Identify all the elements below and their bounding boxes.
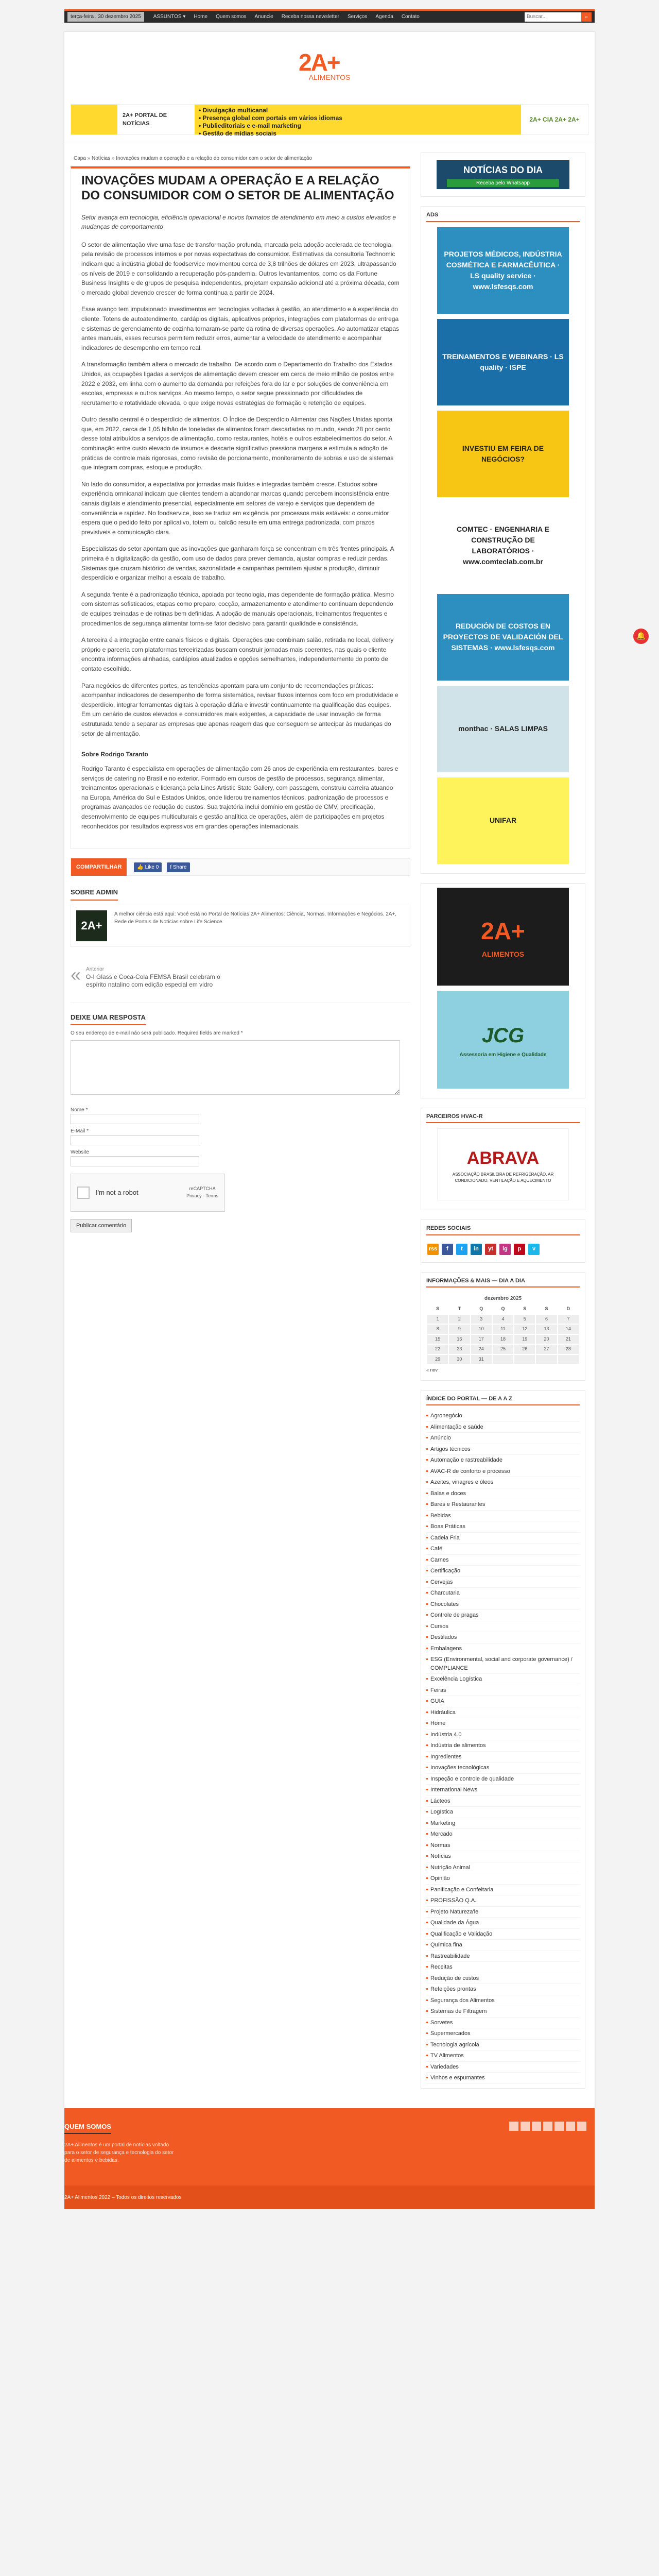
calendar-day[interactable]: 31 xyxy=(471,1354,492,1365)
footer-facebook-icon[interactable] xyxy=(521,2122,530,2131)
category-link[interactable]: Notícias xyxy=(426,1851,580,1862)
content-area xyxy=(64,144,595,2108)
email-label: E-Mail * xyxy=(71,1128,89,1134)
category-link[interactable]: Inspeção e controle de qualidade xyxy=(426,1774,580,1785)
top-menu-item[interactable]: Agenda xyxy=(375,14,393,20)
calendar-week xyxy=(427,1344,579,1354)
sidebar-ad[interactable] xyxy=(437,686,569,772)
top-menu-item[interactable]: Quem somos xyxy=(216,14,247,20)
calendar-day[interactable]: 21 xyxy=(558,1334,579,1345)
website-label: Website xyxy=(71,1149,89,1155)
category-link[interactable]: Hidráulica xyxy=(426,1707,580,1719)
calendar-day[interactable]: 7 xyxy=(558,1314,579,1325)
calendar-day[interactable]: 11 xyxy=(492,1324,514,1334)
share-button[interactable]: f Share xyxy=(167,862,189,872)
footer-title: QUEM SOMOS xyxy=(64,2122,111,2134)
category-link[interactable]: Home xyxy=(426,1718,580,1730)
recaptcha-logo xyxy=(186,1185,218,1199)
sidebar-ad[interactable] xyxy=(437,319,569,405)
ig-icon[interactable]: ig xyxy=(499,1244,511,1255)
category-link[interactable]: Bares e Restaurantes xyxy=(426,1499,580,1511)
category-link[interactable]: Mercado xyxy=(426,1829,580,1840)
category-link[interactable]: Supermercados xyxy=(426,2028,580,2040)
category-link[interactable]: Receitas xyxy=(426,1962,580,1973)
calendar-day[interactable]: 25 xyxy=(492,1344,514,1354)
footer-rss-icon[interactable] xyxy=(509,2122,518,2131)
t-icon[interactable]: t xyxy=(456,1244,467,1255)
website-input[interactable] xyxy=(71,1156,199,1166)
calendar xyxy=(426,1293,580,1365)
name-input[interactable] xyxy=(71,1114,199,1124)
category-link[interactable]: Vinhos e espumantes xyxy=(426,2073,580,2084)
yt-icon[interactable]: yt xyxy=(485,1244,496,1255)
brand-ad-sub: ALIMENTOS xyxy=(481,950,525,958)
calendar-day[interactable]: 9 xyxy=(448,1324,470,1334)
category-link[interactable]: Variedades xyxy=(426,2062,580,2073)
footer-pinterest-icon[interactable] xyxy=(577,2122,586,2131)
recaptcha-terms[interactable]: Privacy - Terms xyxy=(186,1193,218,1198)
author-bio: Rodrigo Taranto é especialista em operações de alimentação com 26 anos de experiência em restaurantes, bares e serviços de catering no Brasil e no exterior. Formado em cursos de gestão de processos, segurança alimentar, treinamentos operacionais e liderança pela Lines Artistic State Gallery, com passagem, construiu carreira atuando na Europa, América do Sul e Estados Unidos, onde liderou treinamentos técnicos, padronização de processos e programas avançados de redução de custos. Sua trajetória inclui domínio em gestão de CMV, precificação, desenvolvimento de equipes multiculturais e gestão analítica de operações, além de participações em projetos reconhecidos por resultados expressivos em grandes operações internacionais. xyxy=(81,765,398,830)
calendar-day[interactable]: 12 xyxy=(514,1324,535,1334)
sidebar-ad-text: UNIFAR xyxy=(489,816,517,824)
sidebar-ad-text: INVESTIU EM FEIRA DE NEGÓCIOS? xyxy=(462,444,544,463)
calendar-day[interactable]: 3 xyxy=(471,1314,492,1325)
category-link[interactable]: TV Alimentos xyxy=(426,2050,580,2062)
calendar-week xyxy=(427,1324,579,1334)
brand-ad-logo: 2A+ xyxy=(481,917,525,944)
hvac-title: PARCEIROS HVAC-R xyxy=(426,1112,580,1124)
top-menu xyxy=(149,13,424,21)
category-link[interactable]: Ingredientes xyxy=(426,1752,580,1763)
author-heading: Sobre Rodrigo Taranto xyxy=(81,751,148,758)
about-admin xyxy=(71,905,410,947)
calendar-day[interactable]: 13 xyxy=(535,1324,557,1334)
calendar-day[interactable]: 19 xyxy=(514,1334,535,1345)
category-link[interactable]: Lácteos xyxy=(426,1796,580,1807)
jcg-ad-sub: Assessoria em Higiene e Qualidade xyxy=(459,1052,547,1058)
calendar-day-header: Q xyxy=(479,1306,483,1311)
calendar-day[interactable]: 2 xyxy=(448,1314,470,1325)
about-admin-title: SOBRE ADMIN xyxy=(71,885,118,901)
category-link[interactable]: Segurança dos Alimentos xyxy=(426,1995,580,2007)
sidebar-ad-text: monthac · SALAS LIMPAS xyxy=(458,724,548,733)
search-form xyxy=(525,12,592,22)
submit-comment-button[interactable]: Publicar comentário xyxy=(71,1219,132,1233)
category-link[interactable]: AVAC-R de conforto e processo xyxy=(426,1466,580,1478)
abrava-logo: ABRAVA xyxy=(466,1148,540,1168)
calendar-day-header: S xyxy=(436,1306,440,1311)
category-link[interactable]: GUIA xyxy=(426,1696,580,1707)
email-input[interactable] xyxy=(71,1135,199,1145)
category-link[interactable]: Qualificação e Validação xyxy=(426,1929,580,1940)
copyright-text: 2A+ Alimentos 2022 – Todos os direitos reservados xyxy=(64,2194,182,2200)
social-icons xyxy=(426,1241,580,1258)
comment-form xyxy=(71,1010,410,1233)
like-button[interactable]: 👍 Like 0 xyxy=(134,862,162,872)
share-bar xyxy=(71,858,410,876)
calendar-day-header: T xyxy=(458,1306,461,1311)
calendar-day[interactable]: 6 xyxy=(535,1314,557,1325)
article-paragraph: O setor de alimentação vive uma fase de transformação profunda, marcada pela adoção acelerada de tecnologia, pela revisão de processos internos e por novas expectativas do consumidor. Estimativas da consultoria Technomic indicam que a indústria global de foodservice movimentou cerca de 3,8 trilhões de dólares em 2023, ultrapassando os níveis de 2019 e consolidando a recuperação pós-pandemia. Outros levantamentos, como os da Fortune Business Insights e de grupos de pesquisa independentes, projetam expansão adicional até a próxima década, com o mercado global devendo crescer de forma contínua a partir de 2024. xyxy=(81,241,400,296)
recaptcha-brand: reCAPTCHA xyxy=(189,1186,216,1192)
search-icon[interactable]: ⌕ xyxy=(581,12,592,22)
category-link[interactable]: Bebidas xyxy=(426,1511,580,1522)
avatar: 2A+ xyxy=(76,910,107,941)
category-link[interactable]: Boas Práticas xyxy=(426,1521,580,1533)
calendar-day[interactable]: 14 xyxy=(558,1324,579,1334)
site-header xyxy=(64,32,595,144)
article-paragraph: A transformação também altera o mercado de trabalho. De acordo com o Departamento do Trabalho dos Estados Unidos, as ocupações ligadas a serviços de alimentação devem crescer em cerca de meio milhão de postos entre 2022 e 2032, em linha com o aumento da demanda por refeições fora do lar e por soluções de conveniência em escolas, empresas e outros serviços. Ao mesmo tempo, o setor segue pressionado por dificuldades de recrutamento e rotatividade elevada, o que exige novas estratégias de formação e retenção de equipes. xyxy=(81,361,394,406)
jcg-ad-logo: JCG xyxy=(481,1024,525,1047)
sidebar-ad[interactable] xyxy=(437,594,569,681)
sidebar-ad[interactable] xyxy=(437,502,569,589)
chevron-left-icon: « xyxy=(71,963,81,985)
article-paragraph: Para negócios de diferentes portes, as tendências apontam para um conjunto de recomendações práticas: acompanhar indicadores de desempenho de forma sistemática, revisar fluxos internos com foco em produtividade e desperdício, integrar ferramentas digitais à operação diária e investir continuamente na qualificação das equipes. Em um cenário de custos elevados e consumidores mais exigentes, a capacidade de usar inovação de forma estruturada tende a separar as empresas que apenas reagem das que conseguem se antecipar às mudanças do setor de alimentação. xyxy=(81,682,398,737)
banner-bullet: • Gestão de mídias sociais xyxy=(199,130,276,137)
category-link[interactable]: Certificação xyxy=(426,1566,580,1577)
banner-title: 2A+ PORTAL DE NOTÍCIAS xyxy=(123,112,167,127)
captcha-label: I'm not a robot xyxy=(96,1189,138,1197)
ad-list xyxy=(426,227,580,864)
footer-social-icons xyxy=(509,2122,586,2131)
whatsapp-widget[interactable] xyxy=(421,152,585,197)
site-logo[interactable] xyxy=(299,50,360,97)
calendar-day[interactable]: 20 xyxy=(535,1334,557,1345)
top-menu-item[interactable]: ASSUNTOS ▾ xyxy=(153,14,186,20)
category-link[interactable]: Charcutaria xyxy=(426,1588,580,1599)
footer-linkedin-icon[interactable] xyxy=(543,2122,552,2131)
calendar-day[interactable]: 1 xyxy=(427,1314,448,1325)
calendar-week xyxy=(427,1354,579,1365)
p-icon[interactable]: p xyxy=(514,1244,525,1255)
comment-textarea[interactable] xyxy=(71,1040,400,1095)
category-link[interactable]: Química fina xyxy=(426,1940,580,1951)
category-link[interactable]: Qualidade da Água xyxy=(426,1918,580,1929)
calendar-day-header: D xyxy=(566,1306,570,1311)
calendar-day[interactable]: 23 xyxy=(448,1344,470,1354)
top-menu-item[interactable]: Receba nossa newsletter xyxy=(281,14,339,20)
category-link[interactable]: Cervejas xyxy=(426,1577,580,1588)
calendar-day[interactable]: 15 xyxy=(427,1334,448,1345)
category-link[interactable]: Agronegócio xyxy=(426,1411,580,1422)
reply-title: DEIXE UMA RESPOSTA xyxy=(71,1010,146,1026)
sidebar-ad-text: COMTEC · ENGENHARIA E CONSTRUÇÃO DE LABORATÓRIOS · www.comteclab.com.br xyxy=(457,524,549,566)
top-menu-item[interactable]: Home xyxy=(194,14,208,20)
search-input[interactable] xyxy=(525,12,581,22)
category-link[interactable]: Sistemas de Filtragem xyxy=(426,2006,580,2018)
article-paragraph: A terceira é a integração entre canais físicos e digitais. Operações que combinam salão, retirada no local, delivery próprio e parceria com plataformas terceirizadas buscam construir jornadas mais coerentes, nas quais o cliente encontra informações alinhadas, cardápios atualizados e opções semelhantes, independentemente do ponto de contato escolhido. xyxy=(81,636,394,672)
category-link[interactable]: Café xyxy=(426,1544,580,1555)
calendar-day[interactable]: 16 xyxy=(448,1334,470,1345)
whatsapp-title: NOTÍCIAS DO DIA xyxy=(463,165,543,175)
article xyxy=(71,166,410,849)
category-link[interactable]: PROFISSÃO Q.A. xyxy=(426,1895,580,1907)
banner-bullet: • Presença global com portais em vários idiomas xyxy=(199,114,342,122)
banner-bullets xyxy=(195,105,521,137)
article-paragraph: Outro desafio central é o desperdício de alimentos. O Índice de Desperdício Alimentar das Nações Unidas aponta que, em 2022, cerca de 1,05 bilhão de toneladas de alimentos foram descartadas no mundo, sendo 28 por cento desse total atribuídos a serviços de alimentação, como restaurantes, hotéis e outros estabelecimentos do setor. A combinação entre custo elevado de insumos e descarte significativo pressiona margens e estimula a adoção de práticas de controle mais rigorosas, como revisão de porcionamento, monitoramento de sobras e uso de sistemas que integram compras, estoque e produção. xyxy=(81,416,394,471)
ads-title: ADS xyxy=(426,211,580,222)
category-link[interactable]: Rastreabilidade xyxy=(426,1951,580,1962)
category-link[interactable]: Redução de custos xyxy=(426,1973,580,1985)
banner-graphic xyxy=(71,105,117,134)
category-link[interactable]: Excelência Logística xyxy=(426,1674,580,1685)
notification-bell-icon[interactable]: 🔔 xyxy=(633,629,649,644)
category-list xyxy=(426,1411,580,2084)
calendar-day-header: S xyxy=(523,1306,527,1311)
jcg-ad[interactable] xyxy=(437,991,569,1089)
footer-instagram-icon[interactable] xyxy=(566,2122,575,2131)
category-link[interactable]: Controle de pragas xyxy=(426,1610,580,1621)
category-link[interactable]: Feiras xyxy=(426,1685,580,1697)
sidebar xyxy=(421,152,585,2098)
calendar-day xyxy=(514,1354,535,1365)
logo-subtext: ALIMENTOS xyxy=(308,73,351,81)
index-title: ÍNDICE DO PORTAL — DE A A Z xyxy=(426,1395,580,1406)
calendar-day xyxy=(492,1354,514,1365)
page-wrapper xyxy=(64,32,595,2108)
name-label: Nome * xyxy=(71,1107,88,1113)
share-label: COMPARTILHAR xyxy=(71,858,127,876)
abrava-sub: ASSOCIAÇÃO BRASILEIRA DE REFRIGERAÇÃO, AR CONDICIONADO, VENTILAÇÃO E AQUECIMENTO xyxy=(452,1172,554,1183)
v-icon[interactable]: v xyxy=(528,1244,540,1255)
category-link[interactable]: Azeites, vinagres e óleos xyxy=(426,1477,580,1488)
top-menu-item[interactable]: Serviços xyxy=(347,14,368,20)
category-link[interactable]: Cadeia Fria xyxy=(426,1533,580,1544)
sidebar-ad[interactable] xyxy=(437,411,569,497)
banner-bullet: • Publieditoriais e e-mail marketing xyxy=(199,122,301,129)
calendar-day[interactable]: 22 xyxy=(427,1344,448,1354)
calendar-day[interactable]: 5 xyxy=(514,1314,535,1325)
f-icon[interactable]: f xyxy=(442,1244,453,1255)
brand-ad[interactable] xyxy=(437,888,569,986)
category-link[interactable]: Balas e doces xyxy=(426,1488,580,1500)
footer-text: 2A+ Alimentos é um portal de notícias voltado para o setor de segurança e tecnologia do setor de alimentos e bebidas. xyxy=(64,2142,174,2163)
category-link[interactable]: Inovações tecnológicas xyxy=(426,1762,580,1774)
category-link[interactable]: Alimentação e saúde xyxy=(426,1422,580,1433)
category-link[interactable]: Cursos xyxy=(426,1621,580,1633)
prev-post-link[interactable]: O-I Glass e Coca-Cola FEMSA Brasil celebram o espírito natalino com edição especial em vidro xyxy=(86,973,220,989)
index-widget xyxy=(421,1390,585,2089)
recaptcha xyxy=(71,1174,225,1212)
category-link[interactable]: Marketing xyxy=(426,1818,580,1829)
sidebar-ad-text: TREINAMENTOS E WEBINARS · LS quality · ISPE xyxy=(442,352,564,371)
footer-about xyxy=(64,2122,178,2165)
article-paragraph: Esse avanço tem impulsionado investimentos em tecnologias voltadas à gestão, ao atendimento e à experiência do cliente. Totens de autoatendimento, cardápios digitais, aplicativos próprios, integrações com plataformas de entrega e sistemas de gerenciamento de cozinha tornaram-se parte da rotina de diversas operações. Ao automatizar etapas antes manuais, esses recursos permitem reduzir erros, aumentar a velocidade de atendimento e acompanhar indicadores de desempenho em tempo real. xyxy=(81,306,400,351)
calendar-day[interactable]: 24 xyxy=(471,1344,492,1354)
calendar-day[interactable]: 29 xyxy=(427,1354,448,1365)
banner-right: 2A+ CIA 2A+ 2A+ xyxy=(529,116,580,123)
category-link[interactable]: Embalagens xyxy=(426,1643,580,1655)
category-link[interactable]: Indústria de alimentos xyxy=(426,1740,580,1752)
hvac-widget xyxy=(421,1108,585,1211)
sidebar-ad-text: PROJETOS MÉDICOS, INDÚSTRIA COSMÉTICA E FARMACÊUTICA · LS quality service · www.lsfesqs.com xyxy=(444,249,562,291)
captcha-checkbox[interactable] xyxy=(77,1187,90,1199)
category-link[interactable]: Chocolates xyxy=(426,1599,580,1611)
whatsapp-banner xyxy=(437,160,569,189)
post-navigation[interactable] xyxy=(71,956,410,1003)
calendar-day[interactable]: 4 xyxy=(492,1314,514,1325)
top-menu-item[interactable]: Contato xyxy=(401,14,420,20)
category-link[interactable]: Refeições prontas xyxy=(426,1984,580,1995)
category-link[interactable]: Carnes xyxy=(426,1555,580,1566)
category-link[interactable]: Indústria 4.0 xyxy=(426,1730,580,1741)
article-title: INOVAÇÕES MUDAM A OPERAÇÃO E A RELAÇÃO DO CONSUMIDOR COM O SETOR DE ALIMENTAÇÃO xyxy=(81,174,394,202)
social-widget xyxy=(421,1219,585,1263)
category-link[interactable]: International News xyxy=(426,1785,580,1796)
calendar-widget xyxy=(421,1272,585,1381)
calendar-week xyxy=(427,1314,579,1325)
calendar-day[interactable]: 28 xyxy=(558,1344,579,1354)
about-admin-text: A melhor ciência está aqui: Você está no Portal de Notícias 2A+ Alimentos: Ciência, Normas, Informações e Negócios. 2A+, Rede de Portais de Notícias sobre Life Science. xyxy=(114,911,397,925)
footer xyxy=(64,2108,595,2185)
category-link[interactable]: Panificação e Confeitaria xyxy=(426,1885,580,1896)
calendar-day-header: Q xyxy=(501,1306,505,1311)
category-link[interactable]: Artigos técnicos xyxy=(426,1444,580,1455)
copyright-bar xyxy=(64,2185,595,2209)
footer-twitter-icon[interactable] xyxy=(532,2122,541,2131)
calendar-day[interactable]: 18 xyxy=(492,1334,514,1345)
article-lead: Setor avança em tecnologia, eficiência operacional e novos formatos de atendimento em meio a custos elevados e mudanças de comportamento xyxy=(81,213,396,231)
calendar-day[interactable]: 27 xyxy=(535,1344,557,1354)
main-column xyxy=(71,152,410,2098)
category-link[interactable]: Anúncio xyxy=(426,1433,580,1444)
sidebar-ad[interactable] xyxy=(437,227,569,314)
category-link[interactable]: Automação e rastreabilidade xyxy=(426,1455,580,1466)
category-link[interactable]: Nutrição Animal xyxy=(426,1862,580,1874)
category-link[interactable]: Normas xyxy=(426,1840,580,1852)
category-link[interactable]: Opinião xyxy=(426,1873,580,1885)
current-date: terça-feira , 30 dezembro 2025 xyxy=(67,12,144,22)
calendar-title: INFORMAÇÕES & MAIS — DIA A DIA xyxy=(426,1277,580,1288)
top-bar xyxy=(0,0,659,32)
article-paragraph: No lado do consumidor, a expectativa por jornadas mais fluidas e integradas também cresce. Estudos sobre experiência omnicanal indicam que clientes tendem a abandonar marcas quando percebem inconsistência entre canais digitais e atendimento presencial, especialmente em setores de varejo e serviços que dependem de conveniência e rapidez. No foodservice, isso se traduz em exigência por processos mais estáveis: o consumidor espera que o pedido feito por aplicativo, totem ou balcão resulte em uma entrega padronizada, com prazos previsíveis e comunicação clara. xyxy=(81,480,389,536)
calendar-prev-link[interactable]: « nov xyxy=(426,1367,438,1372)
calendar-day xyxy=(558,1354,579,1365)
reply-note: O seu endereço de e-mail não será publicado. Required fields are marked * xyxy=(71,1030,243,1037)
calendar-day-header: S xyxy=(545,1306,548,1311)
footer-youtube-icon[interactable] xyxy=(554,2122,564,2131)
header-banner[interactable] xyxy=(71,104,588,135)
calendar-day[interactable]: 26 xyxy=(514,1344,535,1354)
calendar-month: dezembro 2025 xyxy=(484,1296,522,1301)
top-nav xyxy=(64,9,595,23)
abrava-ad[interactable] xyxy=(437,1128,569,1200)
sidebar-ad-text: REDUCIÓN DE COSTOS EN PROYECTOS DE VALIDACIÓN DEL SISTEMAS · www.lsfesqs.com xyxy=(443,622,563,652)
category-link[interactable]: Projeto Natureza'le xyxy=(426,1907,580,1918)
prev-label: Anterior xyxy=(86,966,105,972)
article-paragraph: Especialistas do setor apontam que as inovações que ganharam força se concentram em três frentes principais. A primeira é a digitalização da gestão, com uso de dados para prever demanda, ajustar compras e reduzir perdas. Sistemas que cruzam histórico de vendas, sazonalidade e campanhas permitem ajustar a produção, diminuir desperdício e organizar melhor a escala de trabalho. xyxy=(81,545,394,582)
top-menu-item[interactable]: Anuncie xyxy=(254,14,273,20)
rss-icon[interactable]: rss xyxy=(427,1244,439,1255)
logo-text: 2A+ xyxy=(299,49,340,76)
brand-ads-widget xyxy=(421,883,585,1098)
article-paragraph: A segunda frente é a padronização técnica, apoiada por tecnologia, mas dependente de formação prática. Mesmo com sistemas sofisticados, etapas como preparo, cocção, armazenamento e atendimento continuam dependendo de equipes treinadas e de rotinas bem definidas. A adoção de manuais operacionais, treinamentos frequentes e procedimentos de segurança alimentar torna-se fator decisivo para garantir qualidade e consistência. xyxy=(81,590,394,627)
calendar-week xyxy=(427,1334,579,1345)
calendar-day[interactable]: 10 xyxy=(471,1324,492,1334)
calendar-day[interactable]: 8 xyxy=(427,1324,448,1334)
in-icon[interactable]: in xyxy=(471,1244,482,1255)
social-title: REDES SOCIAIS xyxy=(426,1224,580,1235)
sidebar-ad[interactable] xyxy=(437,777,569,864)
banner-bullet: • Divulgação multicanal xyxy=(199,107,268,114)
category-link[interactable]: Tecnologia agrícola xyxy=(426,2040,580,2051)
calendar-day[interactable]: 30 xyxy=(448,1354,470,1365)
category-link[interactable]: Logística xyxy=(426,1807,580,1818)
category-link[interactable]: Destilados xyxy=(426,1632,580,1643)
category-link[interactable]: Sorvetes xyxy=(426,2018,580,2029)
breadcrumb[interactable]: Capa » Notícias » Inovações mudam a operação e a relação do consumidor com o setor de alimentação xyxy=(74,156,313,161)
ads-widget xyxy=(421,206,585,874)
calendar-day xyxy=(535,1354,557,1365)
article-body xyxy=(81,240,400,738)
category-link[interactable]: ESG (Environmental, social and corporate governance) / COMPLIANCE xyxy=(426,1654,580,1674)
calendar-day[interactable]: 17 xyxy=(471,1334,492,1345)
whatsapp-sub: Receba pelo Whatsapp xyxy=(447,179,559,187)
